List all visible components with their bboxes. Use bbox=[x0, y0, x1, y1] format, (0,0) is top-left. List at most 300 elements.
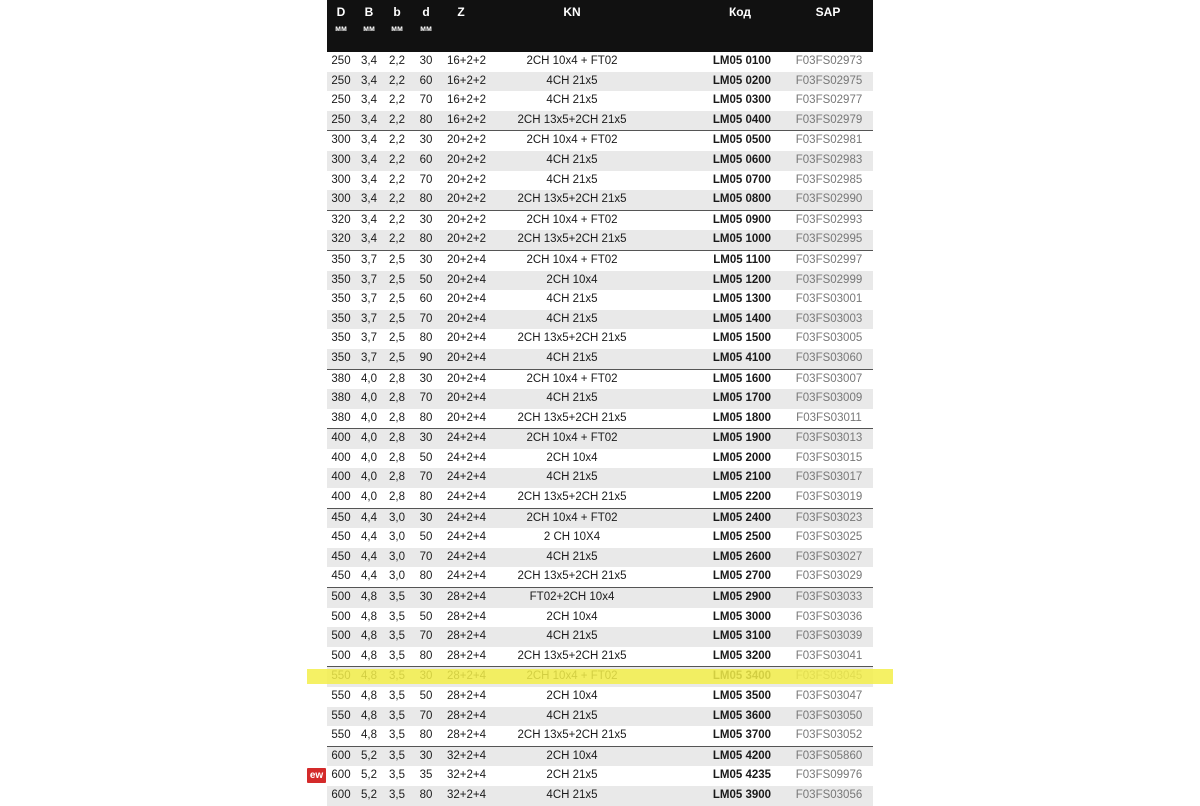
cell-kn: 4CH 21x5 bbox=[546, 392, 598, 405]
cell-kod: LM05 0800 bbox=[712, 193, 772, 206]
cell-sap: F03FS03036 bbox=[795, 610, 863, 623]
cell-kod: LM05 2100 bbox=[712, 471, 772, 484]
cell-b: 3,0 bbox=[389, 531, 405, 544]
cell-kod: LM05 1800 bbox=[712, 411, 772, 424]
table-row bbox=[327, 726, 873, 747]
header-Z: Z bbox=[457, 5, 465, 19]
cell-b: 4,4 bbox=[361, 531, 377, 544]
cell-kod: LM05 0900 bbox=[712, 213, 772, 226]
cell-d: 550 bbox=[331, 690, 351, 702]
cell-z: 32+2+4 bbox=[447, 749, 487, 762]
cell-z: 28+2+4 bbox=[447, 709, 487, 722]
cell-d: 500 bbox=[331, 630, 351, 643]
cell-b: 4,8 bbox=[361, 610, 377, 623]
cell-z: 28+2+4 bbox=[447, 729, 487, 742]
cell-sap: F03FS03015 bbox=[795, 451, 863, 464]
cell-kn: 4CH 21x5 bbox=[546, 630, 598, 643]
cell-sap: F03FS09976 bbox=[795, 769, 863, 782]
cell-kn: 2CH 10x4 bbox=[546, 451, 598, 464]
cell-b: 3,7 bbox=[361, 273, 377, 286]
cell-d: 350 bbox=[331, 293, 351, 306]
cell-kn: 4CH 21x5 bbox=[546, 153, 598, 166]
cell-z: 20+2+4 bbox=[447, 332, 487, 345]
cell-z: 32+2+4 bbox=[447, 788, 487, 801]
cell-d: 80 bbox=[419, 729, 433, 742]
cell-d: 550 bbox=[331, 709, 351, 722]
cell-sap: F03FS02975 bbox=[795, 74, 863, 87]
cell-kn: 2CH 13x5+2CH 21x5 bbox=[517, 193, 627, 206]
cell-b: 3,5 bbox=[389, 709, 405, 722]
cell-b: 3,7 bbox=[361, 253, 377, 266]
cell-b: 2,5 bbox=[389, 332, 405, 345]
cell-kod: LM05 2400 bbox=[712, 511, 772, 524]
cell-b: 2,2 bbox=[389, 74, 405, 87]
cell-d: 400 bbox=[331, 432, 351, 445]
cell-kod: LM05 2900 bbox=[712, 591, 772, 604]
table-row bbox=[327, 72, 873, 92]
cell-sap: F03FS02973 bbox=[795, 55, 863, 67]
cell-kn: 4CH 21x5 bbox=[546, 74, 598, 87]
table-row bbox=[327, 251, 873, 271]
cell-z: 24+2+4 bbox=[447, 531, 487, 544]
cell-kn: 2CH 13x5+2CH 21x5 bbox=[517, 570, 627, 583]
cell-kod: LM05 1100 bbox=[713, 253, 771, 266]
cell-d: 450 bbox=[331, 511, 351, 524]
cell-b: 3,7 bbox=[361, 312, 377, 325]
cell-b: 2,8 bbox=[389, 411, 405, 424]
cell-b: 2,8 bbox=[389, 451, 405, 464]
cell-b: 2,8 bbox=[389, 372, 405, 385]
cell-d: 400 bbox=[331, 451, 351, 464]
table-row bbox=[327, 548, 873, 568]
table-row bbox=[327, 786, 873, 806]
cell-sap: F03FS03056 bbox=[795, 788, 863, 801]
cell-kn: 2CH 10x4 bbox=[546, 749, 598, 762]
cell-z: 20+2+4 bbox=[447, 411, 487, 424]
cell-kod: LM05 3600 bbox=[712, 709, 772, 722]
cell-b: 3,4 bbox=[361, 193, 377, 206]
cell-sap: F03FS03029 bbox=[795, 570, 863, 583]
cell-d: 500 bbox=[331, 591, 351, 604]
cell-d: 60 bbox=[419, 153, 433, 166]
cell-kn: 2 CH 10X4 bbox=[543, 531, 601, 544]
cell-kn: 2CH 13x5+2CH 21x5 bbox=[517, 332, 627, 345]
cell-kod: LM05 3500 bbox=[712, 690, 772, 702]
cell-d: 250 bbox=[331, 74, 351, 87]
cell-b: 2,2 bbox=[389, 153, 405, 166]
cell-z: 24+2+4 bbox=[447, 451, 487, 464]
cell-kod: LM05 0300 bbox=[712, 94, 772, 107]
cell-z: 24+2+4 bbox=[447, 511, 487, 524]
cell-b: 3,0 bbox=[389, 570, 405, 583]
header-kod: Код bbox=[728, 5, 752, 19]
cell-d: 250 bbox=[331, 113, 351, 126]
cell-kod: LM05 1200 bbox=[712, 273, 772, 286]
cell-sap: F03FS02979 bbox=[795, 113, 863, 126]
cell-b: 3,5 bbox=[389, 649, 405, 662]
cell-d: 70 bbox=[419, 392, 433, 405]
cell-sap: F03FS03023 bbox=[795, 511, 863, 524]
cell-b: 3,5 bbox=[389, 610, 405, 623]
cell-kod: LM05 3700 bbox=[712, 729, 772, 742]
cell-z: 16+2+2 bbox=[447, 113, 487, 126]
cell-sap: F03FS03001 bbox=[795, 293, 863, 306]
cell-d: 70 bbox=[419, 471, 433, 484]
cell-d: 600 bbox=[331, 788, 351, 801]
cell-kn: 4CH 21x5 bbox=[546, 173, 598, 186]
cell-d: 50 bbox=[419, 610, 433, 623]
cell-d: 300 bbox=[331, 134, 351, 147]
cell-kn: 4CH 21x5 bbox=[546, 709, 598, 722]
cell-kn: 2CH 10x4 + FT02 bbox=[526, 253, 618, 266]
cell-d: 70 bbox=[419, 630, 433, 643]
cell-d: 30 bbox=[419, 432, 433, 445]
cell-b: 4,0 bbox=[361, 372, 377, 385]
cell-d: 35 bbox=[419, 769, 433, 782]
table-row bbox=[327, 747, 873, 767]
cell-b: 4,8 bbox=[361, 630, 377, 643]
cell-kod: LM05 1000 bbox=[712, 233, 772, 246]
cell-b: 3,4 bbox=[361, 153, 377, 166]
cell-kn: FT02+2CH 10x4 bbox=[529, 591, 615, 604]
cell-kod: LM05 3000 bbox=[712, 610, 772, 623]
cell-z: 20+2+2 bbox=[447, 134, 487, 147]
cell-b: 3,5 bbox=[389, 749, 405, 762]
cell-sap: F03FS02999 bbox=[795, 273, 863, 286]
table-row bbox=[327, 588, 873, 608]
cell-b: 3,7 bbox=[361, 332, 377, 345]
header-d: d bbox=[422, 5, 430, 19]
cell-sap: F03FS02997 bbox=[795, 253, 863, 266]
cell-b: 4,8 bbox=[361, 649, 377, 662]
table-row bbox=[327, 468, 873, 488]
cell-kod: LM05 4235 bbox=[712, 769, 772, 782]
cell-kn: 2CH 10x4 + FT02 bbox=[526, 134, 618, 147]
header-d-unit: мм bbox=[420, 24, 432, 33]
cell-b: 2,5 bbox=[389, 273, 405, 286]
cell-d: 80 bbox=[419, 233, 433, 246]
cell-b: 4,0 bbox=[361, 411, 377, 424]
cell-d: 400 bbox=[331, 491, 351, 504]
header-B-unit: мм bbox=[363, 24, 375, 33]
cell-b: 3,5 bbox=[389, 769, 405, 782]
cell-sap: F03FS03017 bbox=[795, 471, 863, 484]
row-highlight-marker bbox=[307, 669, 893, 684]
cell-d: 500 bbox=[331, 649, 351, 662]
cell-b: 3,7 bbox=[361, 293, 377, 306]
cell-d: 30 bbox=[419, 511, 433, 524]
cell-b: 2,2 bbox=[389, 113, 405, 126]
cell-z: 24+2+4 bbox=[447, 471, 487, 484]
cell-d: 350 bbox=[331, 253, 351, 266]
table-row bbox=[327, 608, 873, 628]
cell-kod: LM05 1900 bbox=[712, 432, 772, 445]
cell-d: 80 bbox=[419, 332, 433, 345]
cell-sap: F03FS03033 bbox=[795, 591, 863, 604]
cell-b: 5,2 bbox=[361, 749, 377, 762]
header-b: b bbox=[393, 5, 401, 19]
cell-z: 20+2+4 bbox=[447, 351, 487, 364]
cell-d: 350 bbox=[331, 332, 351, 345]
cell-sap: F03FS03005 bbox=[795, 332, 863, 345]
cell-b: 3,4 bbox=[361, 173, 377, 186]
cell-kod: LM05 1400 bbox=[712, 312, 772, 325]
cell-z: 20+2+4 bbox=[447, 273, 487, 286]
cell-kod: LM05 2500 bbox=[712, 531, 772, 544]
table-header bbox=[327, 0, 873, 52]
cell-b: 4,0 bbox=[361, 432, 377, 445]
cell-d: 350 bbox=[331, 273, 351, 286]
cell-b: 3,0 bbox=[389, 511, 405, 524]
cell-sap: F03FS02983 bbox=[795, 153, 863, 166]
cell-b: 5,2 bbox=[361, 788, 377, 801]
cell-d: 250 bbox=[331, 55, 351, 67]
cell-z: 28+2+4 bbox=[447, 591, 487, 604]
cell-kn: 2CH 13x5+2CH 21x5 bbox=[517, 649, 627, 662]
cell-b: 2,2 bbox=[389, 213, 405, 226]
cell-z: 24+2+4 bbox=[447, 550, 487, 563]
cell-z: 28+2+4 bbox=[447, 690, 487, 702]
cell-b: 3,0 bbox=[389, 550, 405, 563]
header-B: B bbox=[364, 5, 374, 19]
table-row bbox=[327, 528, 873, 548]
cell-kn: 2CH 13x5+2CH 21x5 bbox=[517, 491, 627, 504]
cell-d: 600 bbox=[331, 769, 351, 782]
cell-kod: LM05 0500 bbox=[712, 134, 772, 147]
cell-d: 600 bbox=[331, 749, 351, 762]
cell-kod: LM05 1700 bbox=[712, 392, 772, 405]
cell-b: 3,4 bbox=[361, 113, 377, 126]
cell-d: 80 bbox=[419, 570, 433, 583]
table-row bbox=[327, 171, 873, 191]
cell-b: 3,5 bbox=[389, 630, 405, 643]
cell-kn: 2CH 10x4 bbox=[546, 273, 598, 286]
cell-sap: F03FS03009 bbox=[795, 392, 863, 405]
cell-b: 4,8 bbox=[361, 729, 377, 742]
cell-sap: F03FS03025 bbox=[795, 531, 863, 544]
cell-d: 80 bbox=[419, 788, 433, 801]
cell-sap: F03FS02995 bbox=[795, 233, 863, 246]
cell-d: 380 bbox=[331, 392, 351, 405]
table-row bbox=[327, 91, 873, 111]
table-row bbox=[327, 151, 873, 171]
cell-kn: 2CH 10x4 + FT02 bbox=[526, 213, 618, 226]
cell-z: 20+2+4 bbox=[447, 312, 487, 325]
cell-d: 80 bbox=[419, 491, 433, 504]
cell-b: 4,0 bbox=[361, 491, 377, 504]
cell-z: 20+2+4 bbox=[447, 253, 487, 266]
cell-d: 350 bbox=[331, 312, 351, 325]
cell-d: 30 bbox=[419, 372, 433, 385]
cell-z: 16+2+2 bbox=[447, 74, 487, 87]
cell-z: 16+2+2 bbox=[447, 94, 487, 107]
cell-b: 4,8 bbox=[361, 709, 377, 722]
table-row bbox=[327, 52, 873, 72]
table-row bbox=[327, 271, 873, 291]
cell-b: 4,4 bbox=[361, 570, 377, 583]
cell-kn: 4CH 21x5 bbox=[546, 351, 598, 364]
header-KN: KN bbox=[563, 5, 581, 19]
cell-sap: F03FS03011 bbox=[796, 411, 862, 424]
cell-sap: F03FS03013 bbox=[795, 432, 863, 445]
cell-kod: LM05 0700 bbox=[712, 173, 772, 186]
header-SAP: SAP bbox=[815, 5, 841, 19]
cell-sap: F03FS02985 bbox=[795, 173, 863, 186]
table-row bbox=[327, 329, 873, 349]
cell-b: 2,2 bbox=[389, 173, 405, 186]
table-row bbox=[327, 567, 873, 588]
cell-d: 380 bbox=[331, 411, 351, 424]
cell-z: 20+2+2 bbox=[447, 193, 487, 206]
cell-d: 80 bbox=[419, 649, 433, 662]
cell-d: 50 bbox=[419, 531, 433, 544]
cell-d: 50 bbox=[419, 451, 433, 464]
cell-kn: 4CH 21x5 bbox=[546, 550, 598, 563]
cell-sap: F03FS03027 bbox=[795, 550, 863, 563]
cell-b: 2,5 bbox=[389, 293, 405, 306]
cell-kn: 4CH 21x5 bbox=[546, 293, 598, 306]
cell-z: 20+2+2 bbox=[447, 173, 487, 186]
cell-d: 90 bbox=[419, 351, 433, 364]
cell-z: 24+2+4 bbox=[447, 432, 487, 445]
table-row bbox=[327, 449, 873, 469]
table-row bbox=[327, 766, 873, 786]
cell-kn: 2CH 13x5+2CH 21x5 bbox=[517, 411, 627, 424]
cell-sap: F03FS02981 bbox=[795, 134, 863, 147]
cell-kod: LM05 2000 bbox=[712, 451, 772, 464]
cell-sap: F03FS03047 bbox=[795, 690, 863, 702]
cell-kod: LM05 3100 bbox=[712, 630, 772, 643]
cell-b: 4,4 bbox=[361, 511, 377, 524]
cell-d: 300 bbox=[331, 193, 351, 206]
cell-kod: LM05 4200 bbox=[712, 749, 772, 762]
cell-d: 350 bbox=[331, 351, 351, 364]
table-row bbox=[327, 290, 873, 310]
product-table bbox=[327, 0, 873, 806]
cell-sap: F03FS03050 bbox=[795, 709, 863, 722]
cell-kn: 2CH 10x4 bbox=[546, 610, 598, 623]
header-D: D bbox=[336, 5, 346, 19]
cell-z: 28+2+4 bbox=[447, 610, 487, 623]
cell-kn: 2CH 10x4 + FT02 bbox=[526, 372, 618, 385]
cell-b: 3,4 bbox=[361, 55, 377, 67]
cell-d: 450 bbox=[331, 550, 351, 563]
table-row bbox=[327, 488, 873, 509]
cell-kod: LM05 0100 bbox=[712, 55, 772, 67]
cell-d: 300 bbox=[331, 153, 351, 166]
cell-d: 80 bbox=[419, 411, 433, 424]
cell-d: 300 bbox=[331, 173, 351, 186]
cell-d: 30 bbox=[419, 253, 433, 266]
cell-d: 30 bbox=[419, 55, 433, 67]
cell-b: 3,5 bbox=[389, 591, 405, 604]
cell-kn: 4CH 21x5 bbox=[546, 312, 598, 325]
cell-b: 2,5 bbox=[389, 312, 405, 325]
cell-b: 4,0 bbox=[361, 392, 377, 405]
cell-d: 60 bbox=[419, 74, 433, 87]
cell-b: 2,2 bbox=[389, 193, 405, 206]
cell-kod: LM05 1300 bbox=[712, 293, 772, 306]
cell-b: 2,8 bbox=[389, 491, 405, 504]
cell-kn: 2CH 21x5 bbox=[546, 769, 598, 782]
cell-sap: F03FS05860 bbox=[795, 749, 863, 762]
table-body bbox=[327, 52, 873, 806]
cell-b: 2,2 bbox=[389, 55, 405, 67]
cell-kn: 2CH 10x4 + FT02 bbox=[526, 511, 618, 524]
cell-kn: 4CH 21x5 bbox=[546, 788, 598, 801]
cell-d: 500 bbox=[331, 610, 351, 623]
cell-d: 70 bbox=[419, 709, 433, 722]
cell-b: 2,8 bbox=[389, 392, 405, 405]
cell-d: 380 bbox=[331, 372, 351, 385]
cell-kn: 2CH 13x5+2CH 21x5 bbox=[517, 729, 627, 742]
cell-sap: F03FS03007 bbox=[795, 372, 863, 385]
cell-d: 250 bbox=[331, 94, 351, 107]
cell-sap: F03FS02977 bbox=[795, 94, 863, 107]
cell-b: 3,5 bbox=[389, 690, 405, 702]
table-row bbox=[327, 627, 873, 647]
table-row bbox=[327, 211, 873, 231]
header-b-unit: мм bbox=[391, 24, 403, 33]
cell-b: 3,4 bbox=[361, 74, 377, 87]
table-row bbox=[327, 429, 873, 449]
cell-z: 24+2+4 bbox=[447, 570, 487, 583]
table-row bbox=[327, 687, 873, 707]
cell-sap: F03FS03003 bbox=[795, 312, 863, 325]
cell-kod: LM05 2600 bbox=[712, 550, 772, 563]
cell-d: 320 bbox=[331, 213, 351, 226]
table-row bbox=[327, 131, 873, 151]
cell-b: 2,8 bbox=[389, 471, 405, 484]
ew-badge: ew bbox=[307, 768, 326, 783]
cell-b: 2,5 bbox=[389, 253, 405, 266]
table-row bbox=[327, 509, 873, 529]
cell-d: 550 bbox=[331, 729, 351, 742]
cell-b: 4,8 bbox=[361, 591, 377, 604]
table-row bbox=[327, 370, 873, 390]
cell-d: 320 bbox=[331, 233, 351, 246]
cell-b: 2,5 bbox=[389, 351, 405, 364]
cell-kn: 2CH 13x5+2CH 21x5 bbox=[517, 233, 627, 246]
cell-kod: LM05 2200 bbox=[712, 491, 772, 504]
cell-kod: LM05 1600 bbox=[712, 372, 772, 385]
cell-kn: 2CH 10x4 bbox=[546, 690, 598, 702]
cell-d: 70 bbox=[419, 550, 433, 563]
cell-kod: LM05 1500 bbox=[712, 332, 772, 345]
cell-d: 400 bbox=[331, 471, 351, 484]
cell-b: 4,0 bbox=[361, 451, 377, 464]
cell-d: 70 bbox=[419, 312, 433, 325]
cell-kod: LM05 3200 bbox=[712, 649, 772, 662]
cell-b: 2,2 bbox=[389, 233, 405, 246]
cell-d: 60 bbox=[419, 293, 433, 306]
cell-sap: F03FS03019 bbox=[795, 491, 863, 504]
cell-b: 4,0 bbox=[361, 471, 377, 484]
cell-d: 450 bbox=[331, 570, 351, 583]
cell-b: 2,2 bbox=[389, 94, 405, 107]
cell-z: 20+2+2 bbox=[447, 233, 487, 246]
cell-z: 20+2+4 bbox=[447, 392, 487, 405]
cell-d: 30 bbox=[419, 134, 433, 147]
cell-d: 50 bbox=[419, 273, 433, 286]
cell-b: 2,2 bbox=[389, 134, 405, 147]
cell-sap: F03FS03052 bbox=[795, 729, 863, 742]
cell-b: 4,4 bbox=[361, 550, 377, 563]
cell-z: 32+2+4 bbox=[447, 769, 487, 782]
cell-b: 4,8 bbox=[361, 690, 377, 702]
cell-z: 20+2+4 bbox=[447, 293, 487, 306]
cell-z: 20+2+2 bbox=[447, 153, 487, 166]
